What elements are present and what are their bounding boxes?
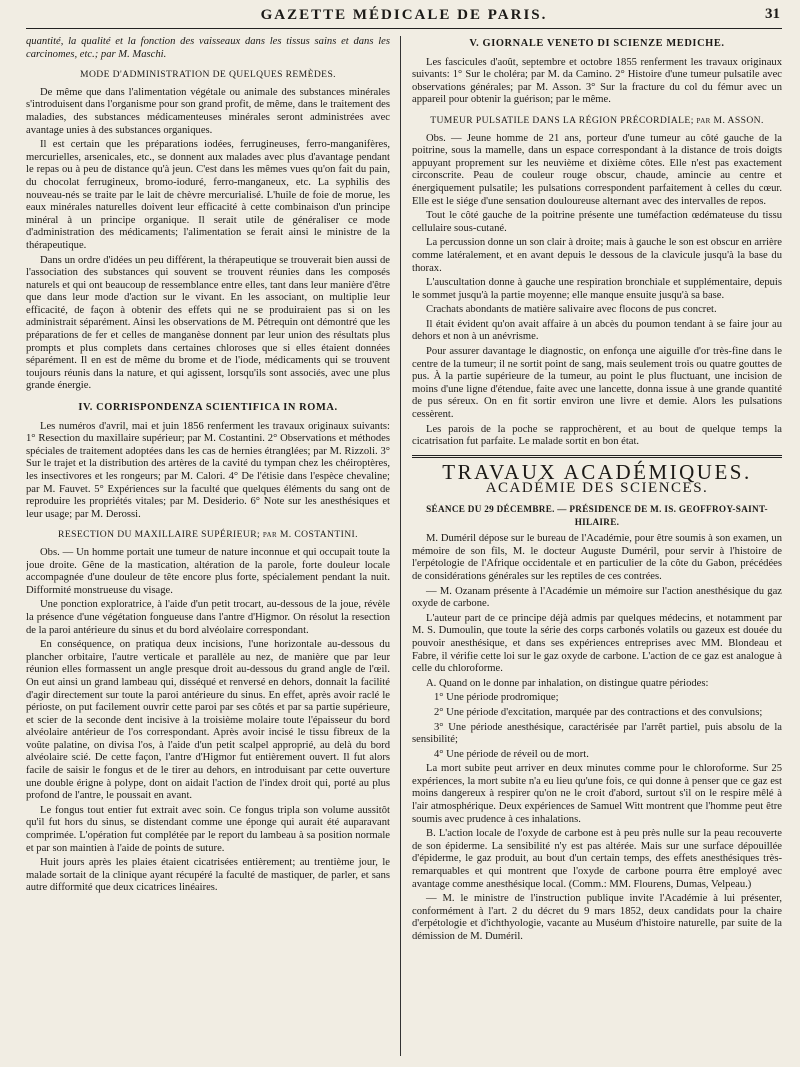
paragraph: Tout le côté gauche de la poitrine présente une tuméfaction œdémateuse du tissu cellulaire sous-cutané.: [412, 210, 782, 234]
paragraph: Pour assurer davantage le diagnostic, on enfonça une aiguille d'or très-fine dans le centre de la tumeur; il ne sortit point de sang, mais seulement trois ou quatre gouttes de pus. À la partie supérieure de la tumeur, au point le plus fluctuant, une incision de moins d'une ligne d'étendue, faite avec une lancette, donna issue à une grande quantité de pus séreux. On en fit sortir environ une livre et demie. Alors les pulsations cessèrent.: [412, 346, 782, 421]
paragraph: L'auteur part de ce principe déjà admis par quelques médecins, et notamment par M. S. Dumoulin, que toute la série des corps carbonés volatils ou gazeux est douée du pouvoir anesthésique, et dans ses expériences entreprises avec MM. Blondeau et Fabre, il vérifie cette loi sur le gaz oxyde de carbone. L'action de ce gaz est analogue à celle du chloroforme.: [412, 612, 782, 675]
travaux-title: TRAVAUX ACADÉMIQUES.: [442, 459, 752, 484]
paragraph: Crachats abondants de matière salivaire avec flocons de pus concret.: [426, 304, 717, 316]
paragraph: Les parois de la poche se rapprochèrent, et au bout de quelque temps la cicatrisation fut parfaite. Le malade sortit en bon état.: [412, 423, 782, 448]
paragraph: Les fascicules d'août, septembre et octobre 1855 renferment les travaux originaux suivants: 1° Sur le choléra; par M. da Camino. 2° Histoire d'une tumeur pulsatile avec observations générales; par M. Asson. 3° Sur la fracture du col du fémur avec un appareil pour obtenir la guérison; par le même.: [412, 56, 782, 106]
page-number: 31: [765, 6, 780, 22]
paragraph: A. Quand on le donne par inhalation, on distingue quatre périodes:: [426, 677, 709, 689]
page-header: [26, 6, 782, 29]
paragraph: Il était évident qu'on avait affaire à un abcès du poumon tendant à se faire jour au dehors et non à un anévrisme.: [412, 318, 782, 343]
columns: [26, 36, 782, 1056]
seance-line: SÉANCE DU 29 DÉCEMBRE. — PRÉSIDENCE DE M. IS. GEOFFROY-SAINT-HILAIRE.: [426, 504, 768, 527]
paragraph: — M. Ozanam présente à l'Académie un mémoire sur l'action anesthésique du gaz oxyde de carbone.: [412, 585, 782, 610]
paragraph: Une ponction exploratrice, à l'aide d'un petit trocart, au-dessous de la joue, révèle la présence d'une végétation fongueuse dans l'antre d'Higmor. On résolut la resection de la paroi antérieure du sinus et du bord alvéolaire correspondant.: [26, 599, 390, 636]
intro-fragment: quantité, la qualité et la fonction des vaisseaux dans les tissus sains et dans les carcinomes, etc.; par M. Maschi.: [26, 36, 390, 60]
paragraph: B. L'action locale de l'oxyde de carbone est à peu près nulle sur la peau recouverte de son épiderme. La sensibilité n'y est pas altérée. Mais sur une surface dépouillée d'épiderme, le gaz produit, au bout d'un certain temps, des effets anesthésiques très-remarquables et qui montrent que l'oxyde de carbone pourra être employé avec avantage comme anesthésique local. (Comm.: MM. Flourens, Dumas, Velpeau.): [412, 828, 782, 890]
tumeur-title: TUMEUR PULSATILE DANS LA RÉGION PRÉCORDIALE; par M. ASSON.: [430, 114, 764, 126]
paragraph: La percussion donne un son clair à droite; mais à gauche le son est obscur en arrière comme latéralement, et en avant depuis le dessous de la clavicule jusqu'à la base du thorax.: [412, 237, 782, 274]
paragraph: Obs. — Jeune homme de 21 ans, porteur d'une tumeur au côté gauche de la poitrine, sous la mamelle, dans un espace correspondant à la distance de trois doigts appuyant proprement sur les neuvième et dixième côtes. Elle n'est pas exactement circonscrite. Peau de couleur rouge obscur, chaude, amincie au centre et énergiquement pulsatile; les pulsations correspondent parfaitement à celles du cœur. Elle est le siége d'une sensation douloureuse alternant avec des intervalles de repos.: [412, 132, 782, 207]
paragraph: Le fongus tout entier fut extrait avec soin. Ce fongus tripla son volume aussitôt qu'il fut hors du sinus, se distendant comme une éponge qui aurait été auparavant comprimée. L'opération fut complétée par le report du lambeau à sa position normale et par son maintien à l'aide de points de suture.: [26, 804, 390, 854]
paragraph: En conséquence, on pratiqua deux incisions, l'une horizontale au-dessous du plancher orbitaire, l'autre verticale et parallèle au nez, de manière que par leur réunion elles formassent un angle presque droit au-dessous du grand angle de l'œil. On eut ainsi un grand lambeau qui, disséqué et renversé en dehors, donnait la facilité d'agir directement sur toute la paroi antérieure du sinus. En effet, après avoir raclé le périoste, on put facilement ouvrir cette paroi par ses côtés et par sa partie supérieure, et scier de la seconde dent incisive à la troisième molaire toute l'épaisseur du bord alvéolaire antérieur de l'os correspondant. Après avoir incisé le tissu fibreux de la voûte palatine, on divisa l'os, à l'aide d'un petit scalpel approprié, au delà du bord alvéolaire scié. De cette façon, l'antre d'Higmor fut entièrement ouvert. Il fut alors facile de saisir le fongus et de le tirer au dehors, en introduisant par cette ouverture une double érigne à polype, dont on aidait l'action de l'index droit qui, porté au plus profond de l'antre, le poussait en avant.: [26, 639, 390, 802]
paragraph: De même que dans l'alimentation végétale ou animale des substances minérales s'introduisent dans l'organisme pour son grand profit, de même, dans le traitement des maladies, des substances médicamenteuses minérales seront administrées avec avantage unies à des substances organiques.: [26, 86, 390, 136]
right-column: [412, 36, 782, 1056]
academie-title: ACADÉMIE DES SCIENCES.: [485, 480, 709, 497]
list-item: 4° Une période de réveil ou de mort.: [434, 748, 589, 760]
list-item: 3° Une période anesthésique, caractérisée par l'arrêt partiel, puis absolu de la sensibilité;: [412, 721, 782, 746]
list-item: 1° Une période prodromique;: [434, 692, 559, 704]
newspaper-page: [26, 6, 782, 1060]
mode-title: MODE D'ADMINISTRATION DE QUELQUES REMÈDES.: [80, 69, 336, 81]
paragraph: Les numéros d'avril, mai et juin 1856 renferment les travaux originaux suivants: 1° Resection du maxillaire supérieur; par M. Costantini. 2° Observations et méthodes spéciales de traitement adoptées dans les cas de hernies étranglées; par M. Rizzoli. 3° Sur le trajet et la distribution des artères de la cavité du tympan chez les chéiroptères, les insectivores et les rongeurs; par M. Calori. 4° De l'étisie dans l'espèce chevaline; par M. Fauvet. 5° Expériences sur la faculté que quelques éléments du sang ont de reproduire les propriétés vitales; par M. Desiderio. 6° Note sur les anesthésiques et leur usage; par M. Derossi.: [26, 420, 390, 520]
paragraph: Huit jours après les plaies étaient cicatrisées entièrement; au trentième jour, le malade sortait de la clinique ayant récupéré la faculté de mastiquer, de parler, et sans autre difformité que deux cicatrices linéaires.: [26, 857, 390, 894]
paragraph: Dans un ordre d'idées un peu différent, la thérapeutique se trouverait bien aussi de l'association des substances qui souvent se trouvent réunies dans les composés naturels et qui ont beaucoup de ressemblance entre elles, tant dans leur manière d'être que dans leur mode d'action sur le vivant. En les associant, on multiplie leur efficacité, de façon à obtenir des effets qui ne se produiraient pas si on les administrait séparément. Ainsi les observations de M. Pétrequin ont démontré que les préparations de fer et celles de manganèse donnent par leur union des résultats plus prompts et plus complets dans certaines chloroses que si elles étaient données séparément. Il en est de même du brome et de l'iode, médicaments qui se trouvent toujours réunis dans la nature, et qui agissent, lorsqu'ils sont associés, avec une plus grande énergie.: [26, 254, 390, 392]
resection-title: RESECTION DU MAXILLAIRE SUPÉRIEUR; par M. COSTANTINI.: [58, 529, 358, 541]
journal-title: GAZETTE MÉDICALE DE PARIS.: [260, 7, 548, 23]
column-divider: [400, 36, 401, 1056]
paragraph: L'auscultation donne à gauche une respiration bronchiale et supplémentaire, depuis le sommet jusqu'à la partie moyenne; elle manque ensuite jusqu'à sa base.: [412, 277, 782, 301]
paragraph: M. Duméril dépose sur le bureau de l'Académie, pour être soumis à son examen, un mémoire de son fils, M. le docteur Auguste Duméril, pour servir à l'histoire de l'erpétologie de l'Afrique occidentale et en particulier de la côte du Gabon, précédées de considérations générales sur les reptiles de ces contrées.: [412, 533, 782, 582]
section-title-corr: IV. CORRISPONDENZA SCIENTIFICA IN ROMA.: [78, 402, 338, 414]
paragraph: — M. le ministre de l'instruction publique invite l'Académie à lui présenter, conformément à l'art. 2 du décret du 9 mars 1852, deux candidats pour la chaire d'erpétologie et d'ichthyologie, vacante au Muséum d'histoire naturelle, par suite de la démission de M. Duméril.: [412, 893, 782, 942]
section-rule: [412, 455, 782, 458]
left-column: [26, 36, 390, 1056]
paragraph: Obs. — Un homme portait une tumeur de nature inconnue et qui occupait toute la joue droite. Gêne de la mastication, altération de la parole, forte douleur locale accompagnée d'une douleur de tête encore plus forte, spécialement pendant la nuit. Difformité monstrueuse du visage.: [26, 546, 390, 596]
paragraph: Il est certain que les préparations iodées, ferrugineuses, ferro-manganifères, mercurielles, arsenicales, etc., se donnent aux malades avec plus d'avantage pendant le repas ou à peu de distance qu'à jeun. C'est dans les mêmes vues qu'on fait du pain, du chocolat ferrugineux, bromo-ioduré, ferro-manganeux, etc. La syphilis des nouveau-nés se traite par le lait de chèvre mercurialisé. L'huile de foie de morue, les eaux minérales naturelles doivent leur efficacité à cette combinaison d'un principe minéral à un principe organique. Il serait utile de généraliser ce mode d'administration des médicaments; l'alimentation se ferait ainsi le ministre de la thérapeutique.: [26, 139, 390, 251]
paragraph: La mort subite peut arriver en deux minutes comme pour le chloroforme. Sur 25 expériences, la mort subite n'a eu lieu qu'une fois, ce qui donne à penser que ce gaz est moins dangereux à respirer qu'on ne le croit d'abord, surtout s'il on le respire mêlé à l'air atmosphérique. Deux expériences de Samuel Witt montrent que l'homme peut être soumis avec prudence à ces inhalations.: [412, 763, 782, 825]
section-title-veneto: V. GIORNALE VENETO DI SCIENZE MEDICHE.: [469, 38, 725, 49]
list-item: 2° Une période d'excitation, marquée par des contractions et des convulsions;: [434, 706, 763, 718]
